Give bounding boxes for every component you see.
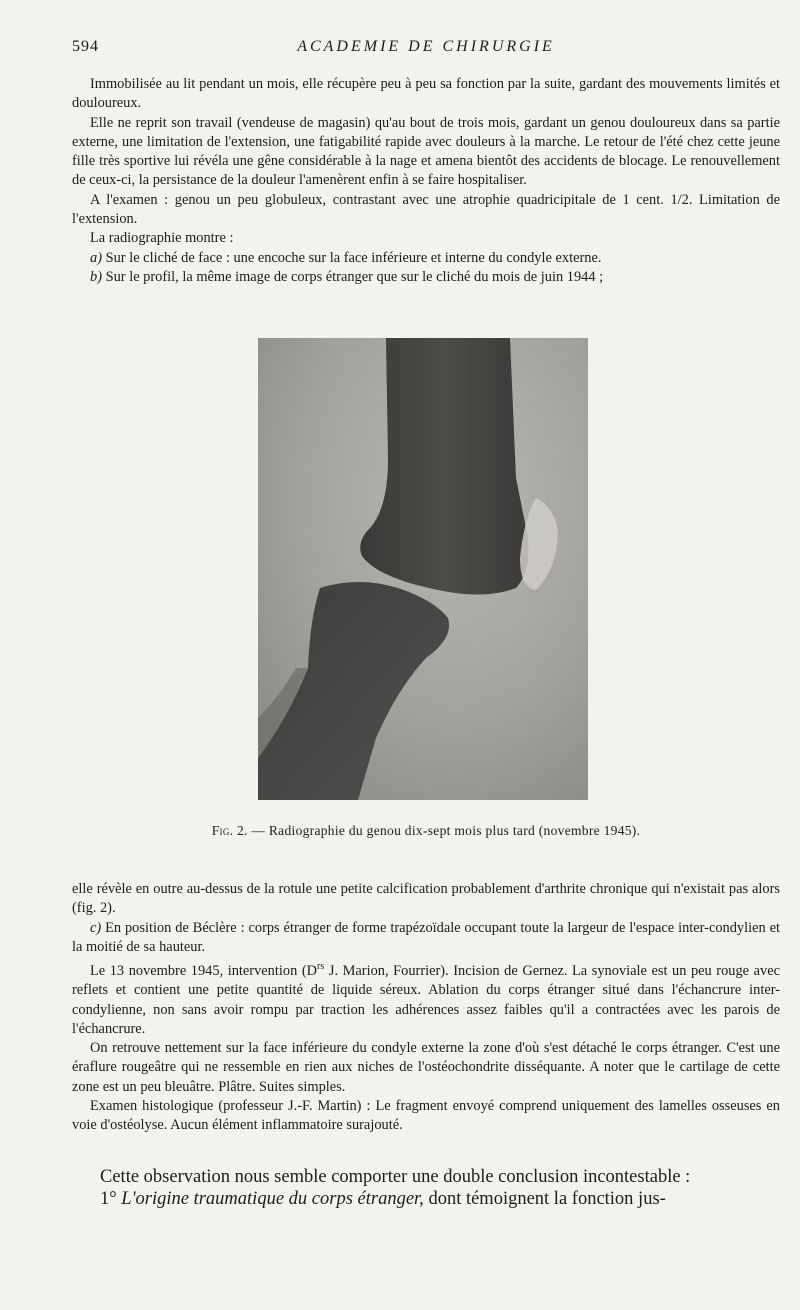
figure-caption-text: — Radiographie du genou dix-sept mois plus tard (novembre 1945). [251, 823, 641, 838]
page-header [72, 38, 780, 62]
body-text-bottom [72, 880, 780, 1136]
paragraph: 1° L'origine traumatique du corps étranger, dont témoignent la fonction jus- [100, 1189, 666, 1209]
figure-label: Fig. 2. [211, 823, 248, 838]
paragraph: Le 13 novembre 1945, intervention ($D^{rs}$ J. Marion, Fourrier). Incision de Gernez. La synoviale est un peu rouge avec reflets et contient une petite quantité de liquide séreux. Ablation du corps étranger situé dans l'échancrure inter-condylienne, non sans avoir rompu par traction les adhérences assez faibles qu'il a contractées avec les parois de l'échancrure. [72, 961, 780, 1037]
conclusion-text [72, 1166, 780, 1210]
paragraph: La radiographie montre : [90, 230, 234, 247]
page-number: 594 [72, 38, 99, 55]
knee-radiograph-image [258, 338, 588, 800]
list-item-c: c) En position de Béclère : corps étranger de forme trapézoïdale occupant toute la largeur de l'espace inter-condylien et la moitié de sa hauteur. [72, 919, 780, 955]
figure-caption [72, 823, 780, 839]
running-title: ACADEMIE DE CHIRURGIE [297, 38, 555, 55]
paragraph: elle révèle en outre au-dessus de la rotule une petite calcification probablement d'arthrite chronique qui n'existait pas alors (fig. 2). [72, 881, 780, 917]
paragraph: Examen histologique (professeur J.-F. Martin) : Le fragment envoyé comprend uniquement des lamelles osseuses en voie d'ostéolyse. Aucun élément inflammatoire surajouté. [72, 1098, 780, 1134]
body-text-top [72, 75, 780, 287]
list-item-b: b) Sur le profil, la même image de corps étranger que sur le cliché du mois de juin 1944 ; [90, 268, 604, 285]
paragraph: Cette observation nous semble comporter une double conclusion incontestable : [100, 1167, 691, 1187]
paragraph: A l'examen : genou un peu globuleux, contrastant avec une atrophie quadricipitale de 1 cent. 1/2. Limitation de l'extension. [72, 191, 780, 228]
paragraph: Elle ne reprit son travail (vendeuse de magasin) qu'au bout de trois mois, gardant un genou douloureux dans sa partie externe, une limitation de l'extension, une fatigabilité rapide avec douleurs à la marche. Le retour de l'été chez cette jeune fille très sportive lui révéla une gêne considérable à la nage et amena bientôt des accidents de blocage. Le renouvellement de ceux-ci, la persistance de la douleur l'amenèrent enfin à se faire hospitaliser. [72, 114, 780, 189]
paragraph: On retrouve nettement sur la face inférieure du condyle externe la zone d'où s'est détaché le corps étranger. C'est une éraflure rougeâtre qui ne ressemble en rien aux niches de l'ostéochondrite disséquante. A noter que le cartilage de cette zone est un peu bleuâtre. Plâtre. Suites simples. [72, 1040, 780, 1095]
list-item-a: a) Sur le cliché de face : une encoche sur la face inférieure et interne du condyle externe. [90, 249, 602, 266]
paragraph: Immobilisée au lit pendant un mois, elle récupère peu à peu sa fonction par la suite, gardant des mouvements limités et douloureux. [72, 76, 780, 112]
